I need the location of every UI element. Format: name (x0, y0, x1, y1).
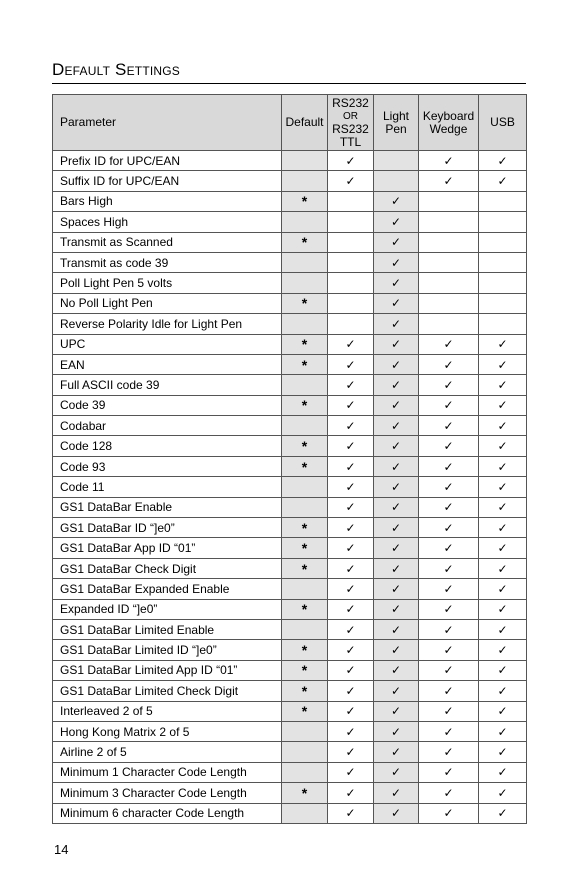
cell-usb (479, 273, 527, 293)
cell-rs232: ✓ (328, 151, 374, 171)
cell-default (282, 375, 328, 395)
cell-default: * (282, 681, 328, 701)
table-row (53, 497, 527, 517)
cell-default: * (282, 538, 328, 558)
cell-usb: ✓ (479, 171, 527, 191)
table-row (53, 191, 527, 211)
cell-parameter: Full ASCII code 39 (53, 375, 282, 395)
cell-default: * (282, 334, 328, 354)
cell-usb: ✓ (479, 334, 527, 354)
cell-rs232: ✓ (328, 416, 374, 436)
cell-light-pen: ✓ (374, 681, 419, 701)
cell-keyboard-wedge: ✓ (419, 416, 479, 436)
cell-rs232 (328, 191, 374, 211)
cell-keyboard-wedge: ✓ (419, 151, 479, 171)
cell-light-pen: ✓ (374, 579, 419, 599)
cell-parameter: GS1 DataBar Enable (53, 497, 282, 517)
cell-parameter: Reverse Polarity Idle for Light Pen (53, 314, 282, 334)
cell-parameter: GS1 DataBar Limited Enable (53, 619, 282, 639)
cell-light-pen: ✓ (374, 660, 419, 680)
table-row (53, 273, 527, 293)
cell-default: * (282, 599, 328, 619)
cell-rs232 (328, 293, 374, 313)
cell-parameter: Hong Kong Matrix 2 of 5 (53, 721, 282, 741)
table-row (53, 334, 527, 354)
cell-parameter: GS1 DataBar Limited App ID “01” (53, 660, 282, 680)
cell-default (282, 151, 328, 171)
table-row (53, 558, 527, 578)
cell-light-pen: ✓ (374, 497, 419, 517)
cell-rs232: ✓ (328, 721, 374, 741)
cell-light-pen (374, 151, 419, 171)
cell-parameter: GS1 DataBar ID “]e0” (53, 518, 282, 538)
header-rs232-line3: RS232 (332, 121, 369, 136)
table-row (53, 701, 527, 721)
cell-default (282, 579, 328, 599)
header-rs232-line1: RS232 (332, 95, 369, 110)
cell-rs232: ✓ (328, 579, 374, 599)
table-row (53, 599, 527, 619)
table-row (53, 293, 527, 313)
cell-parameter: Poll Light Pen 5 volts (53, 273, 282, 293)
header-light-pen-line1: Light (382, 108, 410, 123)
cell-usb: ✓ (479, 599, 527, 619)
cell-parameter: Prefix ID for UPC/EAN (53, 151, 282, 171)
cell-usb: ✓ (479, 742, 527, 762)
cell-rs232: ✓ (328, 497, 374, 517)
cell-usb (479, 314, 527, 334)
cell-usb: ✓ (479, 477, 527, 497)
cell-light-pen: ✓ (374, 191, 419, 211)
table-row (53, 660, 527, 680)
cell-keyboard-wedge (419, 252, 479, 272)
cell-usb: ✓ (479, 681, 527, 701)
cell-usb: ✓ (479, 538, 527, 558)
table-row (53, 579, 527, 599)
cell-default: * (282, 640, 328, 660)
cell-light-pen: ✓ (374, 212, 419, 232)
cell-usb: ✓ (479, 619, 527, 639)
cell-usb: ✓ (479, 151, 527, 171)
cell-usb: ✓ (479, 660, 527, 680)
table-row (53, 354, 527, 374)
cell-parameter: GS1 DataBar Limited ID “]e0” (53, 640, 282, 660)
cell-default (282, 721, 328, 741)
cell-parameter: Code 39 (53, 395, 282, 415)
table-row (53, 456, 527, 476)
cell-rs232: ✓ (328, 701, 374, 721)
cell-keyboard-wedge (419, 293, 479, 313)
cell-keyboard-wedge: ✓ (419, 354, 479, 374)
cell-keyboard-wedge: ✓ (419, 518, 479, 538)
header-rs232-line4: TTL (339, 134, 362, 149)
cell-default (282, 416, 328, 436)
table-row (53, 538, 527, 558)
cell-default: * (282, 293, 328, 313)
cell-light-pen: ✓ (374, 354, 419, 374)
header-keyboard-line2: Wedge (429, 121, 468, 136)
cell-default: * (282, 354, 328, 374)
cell-keyboard-wedge: ✓ (419, 803, 479, 823)
cell-usb: ✓ (479, 579, 527, 599)
cell-light-pen: ✓ (374, 783, 419, 803)
cell-rs232: ✓ (328, 599, 374, 619)
cell-parameter: Code 128 (53, 436, 282, 456)
cell-usb: ✓ (479, 518, 527, 538)
cell-usb: ✓ (479, 416, 527, 436)
cell-rs232 (328, 314, 374, 334)
cell-keyboard-wedge: ✓ (419, 619, 479, 639)
cell-parameter: Transmit as code 39 (53, 252, 282, 272)
cell-keyboard-wedge: ✓ (419, 742, 479, 762)
cell-keyboard-wedge (419, 232, 479, 252)
cell-rs232: ✓ (328, 171, 374, 191)
cell-parameter: Airline 2 of 5 (53, 742, 282, 762)
cell-keyboard-wedge: ✓ (419, 334, 479, 354)
cell-light-pen: ✓ (374, 252, 419, 272)
cell-rs232: ✓ (328, 456, 374, 476)
cell-default (282, 252, 328, 272)
cell-usb: ✓ (479, 497, 527, 517)
cell-parameter: GS1 DataBar Limited Check Digit (53, 681, 282, 701)
header-default: Default (282, 95, 328, 151)
cell-rs232 (328, 212, 374, 232)
cell-usb: ✓ (479, 701, 527, 721)
cell-parameter: Minimum 6 character Code Length (53, 803, 282, 823)
cell-default (282, 619, 328, 639)
cell-parameter: Minimum 1 Character Code Length (53, 762, 282, 782)
header-keyboard-line1: Keyboard (422, 108, 475, 123)
cell-usb: ✓ (479, 558, 527, 578)
cell-keyboard-wedge: ✓ (419, 721, 479, 741)
cell-keyboard-wedge: ✓ (419, 599, 479, 619)
cell-parameter: Codabar (53, 416, 282, 436)
cell-keyboard-wedge: ✓ (419, 477, 479, 497)
cell-usb: ✓ (479, 395, 527, 415)
cell-light-pen (374, 171, 419, 191)
cell-parameter: Code 93 (53, 456, 282, 476)
table-row (53, 721, 527, 741)
cell-keyboard-wedge: ✓ (419, 762, 479, 782)
cell-parameter: UPC (53, 334, 282, 354)
cell-keyboard-wedge: ✓ (419, 579, 479, 599)
cell-keyboard-wedge (419, 273, 479, 293)
cell-parameter: Spaces High (53, 212, 282, 232)
cell-default (282, 477, 328, 497)
cell-default (282, 212, 328, 232)
cell-light-pen: ✓ (374, 518, 419, 538)
table-header-row (53, 95, 527, 151)
table-row (53, 742, 527, 762)
cell-usb (479, 212, 527, 232)
cell-keyboard-wedge: ✓ (419, 783, 479, 803)
cell-default (282, 171, 328, 191)
default-settings-table (52, 94, 527, 824)
page-number: 14 (54, 842, 69, 857)
cell-usb (479, 293, 527, 313)
cell-light-pen: ✓ (374, 762, 419, 782)
table-row (53, 416, 527, 436)
cell-keyboard-wedge: ✓ (419, 497, 479, 517)
cell-parameter: Bars High (53, 191, 282, 211)
cell-rs232: ✓ (328, 783, 374, 803)
table-row (53, 151, 527, 171)
cell-keyboard-wedge: ✓ (419, 171, 479, 191)
table-row (53, 477, 527, 497)
cell-parameter: GS1 DataBar Expanded Enable (53, 579, 282, 599)
cell-light-pen: ✓ (374, 375, 419, 395)
cell-keyboard-wedge (419, 212, 479, 232)
cell-light-pen: ✓ (374, 273, 419, 293)
cell-default: * (282, 191, 328, 211)
cell-keyboard-wedge: ✓ (419, 558, 479, 578)
cell-rs232: ✓ (328, 660, 374, 680)
cell-usb: ✓ (479, 783, 527, 803)
cell-keyboard-wedge: ✓ (419, 436, 479, 456)
cell-light-pen: ✓ (374, 395, 419, 415)
table-row (53, 436, 527, 456)
cell-default: * (282, 395, 328, 415)
cell-keyboard-wedge: ✓ (419, 456, 479, 476)
cell-default: * (282, 701, 328, 721)
cell-rs232: ✓ (328, 538, 374, 558)
cell-light-pen: ✓ (374, 742, 419, 762)
cell-default (282, 742, 328, 762)
cell-rs232: ✓ (328, 518, 374, 538)
cell-default: * (282, 232, 328, 252)
cell-rs232 (328, 273, 374, 293)
cell-default (282, 803, 328, 823)
cell-rs232 (328, 252, 374, 272)
cell-parameter: Code 11 (53, 477, 282, 497)
cell-rs232: ✓ (328, 742, 374, 762)
table-row (53, 518, 527, 538)
cell-keyboard-wedge: ✓ (419, 660, 479, 680)
cell-light-pen: ✓ (374, 232, 419, 252)
header-light-pen-line2: Pen (385, 121, 407, 136)
cell-light-pen: ✓ (374, 477, 419, 497)
table-body (53, 151, 527, 824)
cell-usb: ✓ (479, 762, 527, 782)
cell-rs232: ✓ (328, 762, 374, 782)
cell-rs232: ✓ (328, 375, 374, 395)
cell-light-pen: ✓ (374, 803, 419, 823)
cell-usb: ✓ (479, 375, 527, 395)
cell-keyboard-wedge: ✓ (419, 640, 479, 660)
cell-usb (479, 232, 527, 252)
cell-default (282, 497, 328, 517)
cell-keyboard-wedge (419, 314, 479, 334)
cell-parameter: GS1 DataBar App ID “01” (53, 538, 282, 558)
cell-light-pen: ✓ (374, 701, 419, 721)
cell-usb: ✓ (479, 436, 527, 456)
cell-default: * (282, 783, 328, 803)
cell-keyboard-wedge: ✓ (419, 681, 479, 701)
cell-usb: ✓ (479, 640, 527, 660)
table-row (53, 395, 527, 415)
cell-parameter: Suffix ID for UPC/EAN (53, 171, 282, 191)
cell-keyboard-wedge: ✓ (419, 375, 479, 395)
cell-rs232: ✓ (328, 803, 374, 823)
cell-usb: ✓ (479, 456, 527, 476)
cell-light-pen: ✓ (374, 640, 419, 660)
cell-light-pen: ✓ (374, 314, 419, 334)
cell-default: * (282, 436, 328, 456)
cell-rs232: ✓ (328, 640, 374, 660)
cell-light-pen: ✓ (374, 416, 419, 436)
cell-usb (479, 252, 527, 272)
cell-parameter: No Poll Light Pen (53, 293, 282, 313)
cell-parameter: Transmit as Scanned (53, 232, 282, 252)
cell-usb (479, 191, 527, 211)
cell-light-pen: ✓ (374, 293, 419, 313)
header-light-pen (374, 95, 419, 151)
cell-rs232: ✓ (328, 681, 374, 701)
cell-parameter: GS1 DataBar Check Digit (53, 558, 282, 578)
cell-usb: ✓ (479, 354, 527, 374)
cell-keyboard-wedge: ✓ (419, 538, 479, 558)
cell-keyboard-wedge (419, 191, 479, 211)
table-row (53, 783, 527, 803)
table-row (53, 375, 527, 395)
header-rs232-line2: OR (343, 110, 358, 122)
cell-rs232: ✓ (328, 354, 374, 374)
cell-rs232: ✓ (328, 558, 374, 578)
cell-light-pen: ✓ (374, 456, 419, 476)
cell-light-pen: ✓ (374, 334, 419, 354)
cell-default: * (282, 558, 328, 578)
table-row (53, 803, 527, 823)
cell-rs232: ✓ (328, 477, 374, 497)
header-usb: USB (479, 95, 527, 151)
cell-keyboard-wedge: ✓ (419, 395, 479, 415)
cell-rs232 (328, 232, 374, 252)
cell-keyboard-wedge: ✓ (419, 701, 479, 721)
cell-default (282, 314, 328, 334)
table-row (53, 252, 527, 272)
cell-light-pen: ✓ (374, 538, 419, 558)
cell-usb: ✓ (479, 721, 527, 741)
cell-light-pen: ✓ (374, 721, 419, 741)
table-row (53, 762, 527, 782)
table-row (53, 681, 527, 701)
cell-rs232: ✓ (328, 395, 374, 415)
cell-rs232: ✓ (328, 334, 374, 354)
cell-parameter: Minimum 3 Character Code Length (53, 783, 282, 803)
cell-rs232: ✓ (328, 436, 374, 456)
cell-rs232: ✓ (328, 619, 374, 639)
table-row (53, 314, 527, 334)
cell-parameter: Expanded ID “]e0” (53, 599, 282, 619)
cell-parameter: Interleaved 2 of 5 (53, 701, 282, 721)
table-row (53, 619, 527, 639)
cell-light-pen: ✓ (374, 558, 419, 578)
cell-default: * (282, 660, 328, 680)
cell-light-pen: ✓ (374, 619, 419, 639)
cell-default (282, 273, 328, 293)
table-row (53, 640, 527, 660)
cell-usb: ✓ (479, 803, 527, 823)
cell-light-pen: ✓ (374, 599, 419, 619)
header-keyboard-wedge (419, 95, 479, 151)
header-parameter: Parameter (53, 95, 282, 151)
cell-default (282, 762, 328, 782)
table-row (53, 212, 527, 232)
cell-default: * (282, 456, 328, 476)
table-row (53, 171, 527, 191)
header-rs232 (328, 95, 374, 151)
cell-default: * (282, 518, 328, 538)
cell-light-pen: ✓ (374, 436, 419, 456)
table-row (53, 232, 527, 252)
page-title: Default Settings (52, 60, 526, 84)
cell-parameter: EAN (53, 354, 282, 374)
